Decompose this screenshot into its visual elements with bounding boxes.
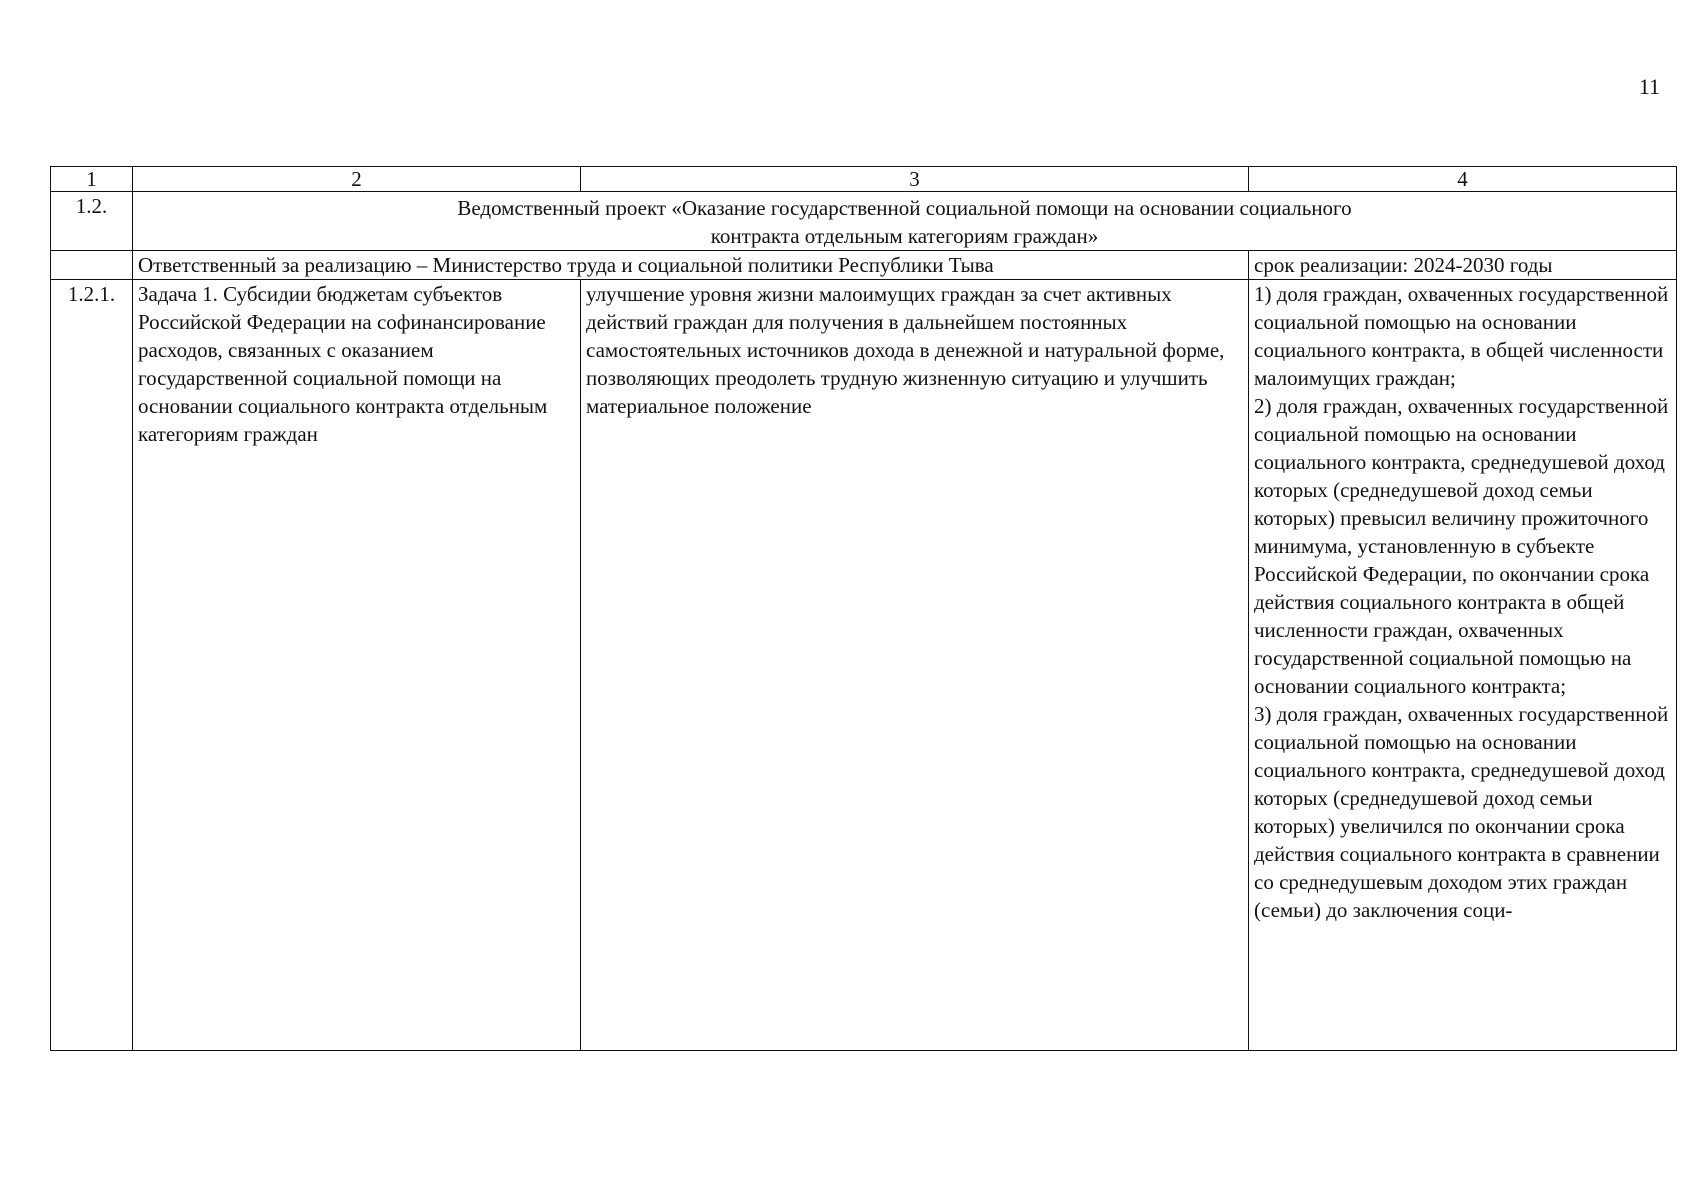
task-name: Задача 1. Субсидии бюджетам субъектов Российской Федерации на софинансирование расходов, связанных с оказанием государственной социальной помощи на основании социального контракта отдельным категориям граждан (133, 280, 581, 1051)
implementation-term: срок реализации: 2024-2030 годы (1249, 251, 1677, 280)
task-indicators (1249, 280, 1677, 1051)
task-number: 1.2.1. (51, 280, 133, 1051)
column-number-1: 1 (51, 167, 133, 192)
project-title (133, 192, 1677, 251)
program-table (50, 166, 1677, 1051)
responsible-number-cell (51, 251, 133, 280)
task-row (51, 280, 1677, 1051)
project-title-line-2: контракта отдельным категориям граждан» (710, 224, 1099, 248)
responsible-row (51, 251, 1677, 280)
column-number-2: 2 (133, 167, 581, 192)
indicator-item: 1) доля граждан, охваченных государственной социальной помощью на основании социального контракта, в общей численности малоимущих граждан; (1254, 282, 1669, 390)
column-number-3: 3 (581, 167, 1249, 192)
indicator-item: 3) доля граждан, охваченных государственной социальной помощью на основании социального контракта, среднедушевой доход которых (среднедушевой доход семьи которых) увеличился по окончании срока действия социального контракта в сравнении со среднедушевым доходом этих граждан (семьи) до заключения соци- (1254, 702, 1669, 922)
responsible-executor: Ответственный за реализацию – Министерство труда и социальной политики Республики Тыва (133, 251, 1249, 280)
task-expected-effect: улучшение уровня жизни малоимущих граждан за счет активных действий граждан для получения в дальнейшем постоянных самостоятельных источников дохода в денежной и натуральной форме, позволяющих преодолеть трудную жизненную ситуацию и улучшить материальное положение (581, 280, 1249, 1051)
indicator-item: 2) доля граждан, охваченных государственной социальной помощью на основании социального контракта, среднедушевой доход которых (среднедушевой доход семьи которых) превысил величину прожиточного минимума, установленную в субъекте Российской Федерации, по окончании срока действия социального контракта в общей численности граждан, охваченных государственной социальной помощью на основании социального контракта; (1254, 394, 1669, 698)
project-number: 1.2. (51, 192, 133, 251)
project-row (51, 192, 1677, 251)
page-number: 11 (1638, 74, 1660, 99)
column-number-4: 4 (1249, 167, 1677, 192)
project-title-line-1: Ведомственный проект «Оказание государственной социальной помощи на основании социального (457, 196, 1352, 220)
column-number-row (51, 167, 1677, 192)
